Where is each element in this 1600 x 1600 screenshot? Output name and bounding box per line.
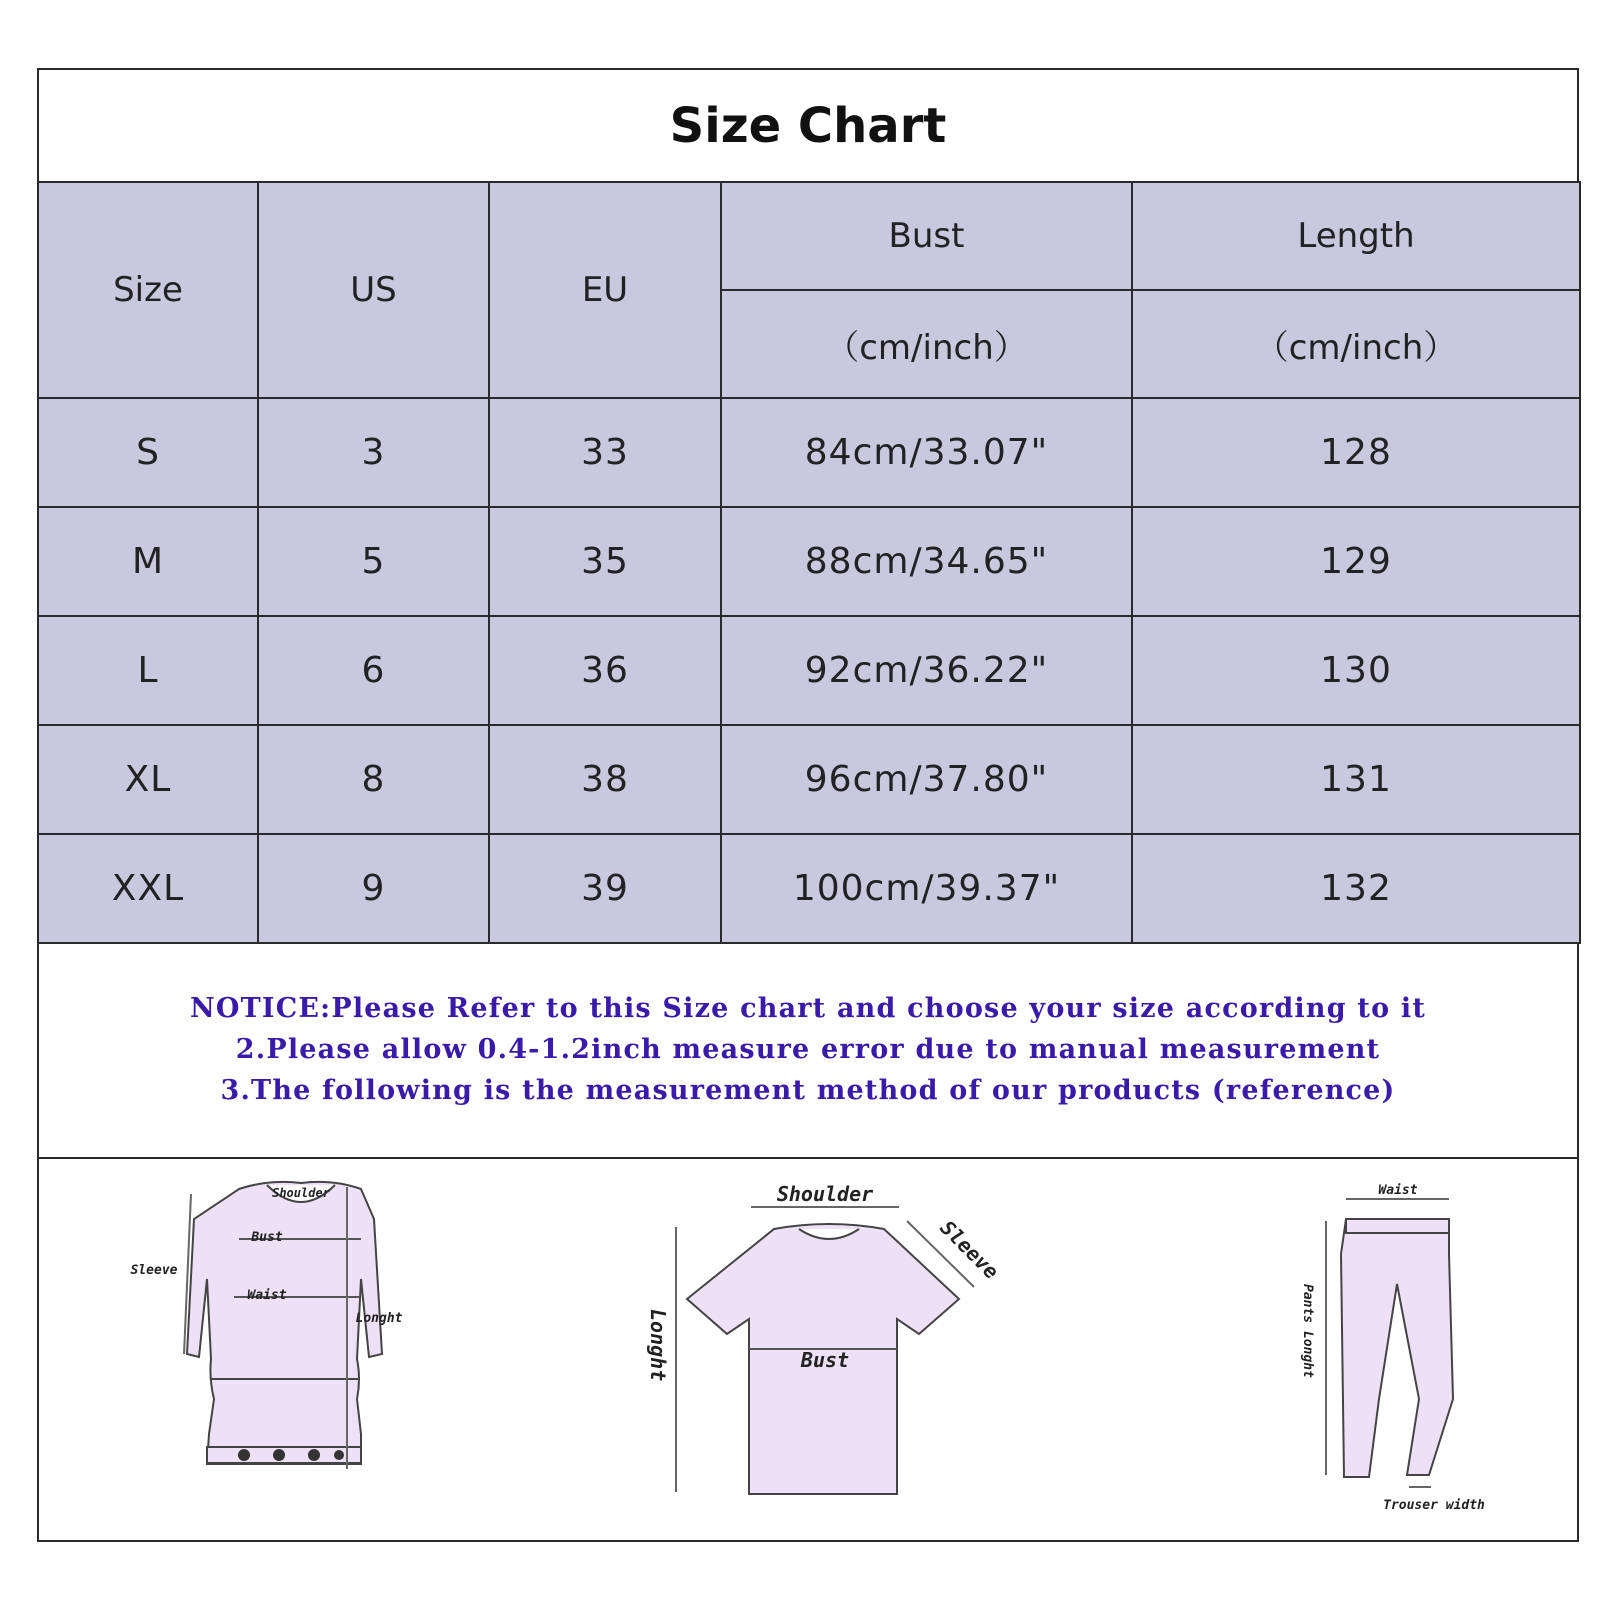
page-title: Size Chart (669, 97, 947, 154)
dress-illustration (184, 1182, 382, 1469)
cell-bust: 96cm/37.80" (721, 725, 1132, 834)
illustrations-svg (39, 1159, 1577, 1542)
cell-length: 132 (1132, 834, 1580, 943)
cell-size: XL (38, 725, 258, 834)
cell-bust: 88cm/34.65" (721, 507, 1132, 616)
cell-bust: 92cm/36.22" (721, 616, 1132, 725)
cell-length: 130 (1132, 616, 1580, 725)
dress-length-label: Longht (355, 1311, 403, 1326)
dress-bust-label: Bust (251, 1230, 283, 1245)
tshirt-sleeve-label: Sleeve (935, 1215, 1004, 1284)
header-eu: EU (489, 182, 721, 398)
notice-line-3: 3.The following is the measurement method of our products (reference) (220, 1074, 1396, 1106)
tshirt-length-label: Longht (646, 1309, 670, 1382)
cell-length: 128 (1132, 398, 1580, 507)
cell-us: 3 (258, 398, 489, 507)
pants-length-label: Pants Longht (1300, 1284, 1315, 1378)
pants-illustration (1326, 1199, 1453, 1487)
dress-sleeve-label: Sleeve (130, 1263, 178, 1278)
notice-line-1: NOTICE:Please Refer to this Size chart and choose your size according to it (189, 992, 1427, 1024)
cell-us: 8 (258, 725, 489, 834)
table-row (38, 398, 1580, 507)
header-length-unit: （cm/inch） (1132, 290, 1580, 398)
size-table (37, 181, 1581, 944)
notice-block (39, 941, 1577, 1159)
header-bust: Bust (721, 182, 1132, 290)
measurement-illustrations (39, 1159, 1577, 1542)
header-size: Size (38, 182, 258, 398)
cell-bust: 84cm/33.07" (721, 398, 1132, 507)
cell-us: 9 (258, 834, 489, 943)
cell-size: L (38, 616, 258, 725)
cell-us: 6 (258, 616, 489, 725)
cell-eu: 38 (489, 725, 721, 834)
header-row (38, 182, 1580, 290)
cell-us: 5 (258, 507, 489, 616)
pants-waist-label: Waist (1378, 1183, 1418, 1198)
tshirt-bust-label: Bust (800, 1348, 850, 1372)
cell-eu: 35 (489, 507, 721, 616)
table-row (38, 834, 1580, 943)
table-row (38, 507, 1580, 616)
header-us: US (258, 182, 489, 398)
cell-size: M (38, 507, 258, 616)
notice-line-2: 2.Please allow 0.4-1.2inch measure error due to manual measurement (235, 1033, 1381, 1065)
cell-size: S (38, 398, 258, 507)
cell-size: XXL (38, 834, 258, 943)
pants-body (1341, 1219, 1453, 1477)
size-chart-frame (37, 68, 1579, 1542)
cell-length: 131 (1132, 725, 1580, 834)
pants-waistband (1346, 1219, 1449, 1233)
cell-eu: 36 (489, 616, 721, 725)
table-row (38, 725, 1580, 834)
pants-width-label: Trouser width (1383, 1498, 1485, 1513)
dress-shoulder-label: Shoulder (272, 1186, 330, 1200)
header-length: Length (1132, 182, 1580, 290)
cell-eu: 39 (489, 834, 721, 943)
dress-waist-label: Waist (247, 1288, 287, 1303)
cell-bust: 100cm/39.37" (721, 834, 1132, 943)
header-bust-unit: （cm/inch） (721, 290, 1132, 398)
cell-length: 129 (1132, 507, 1580, 616)
table-row (38, 616, 1580, 725)
tshirt-shoulder-label: Shoulder (776, 1182, 874, 1206)
dress-body (187, 1182, 382, 1464)
cell-eu: 33 (489, 398, 721, 507)
